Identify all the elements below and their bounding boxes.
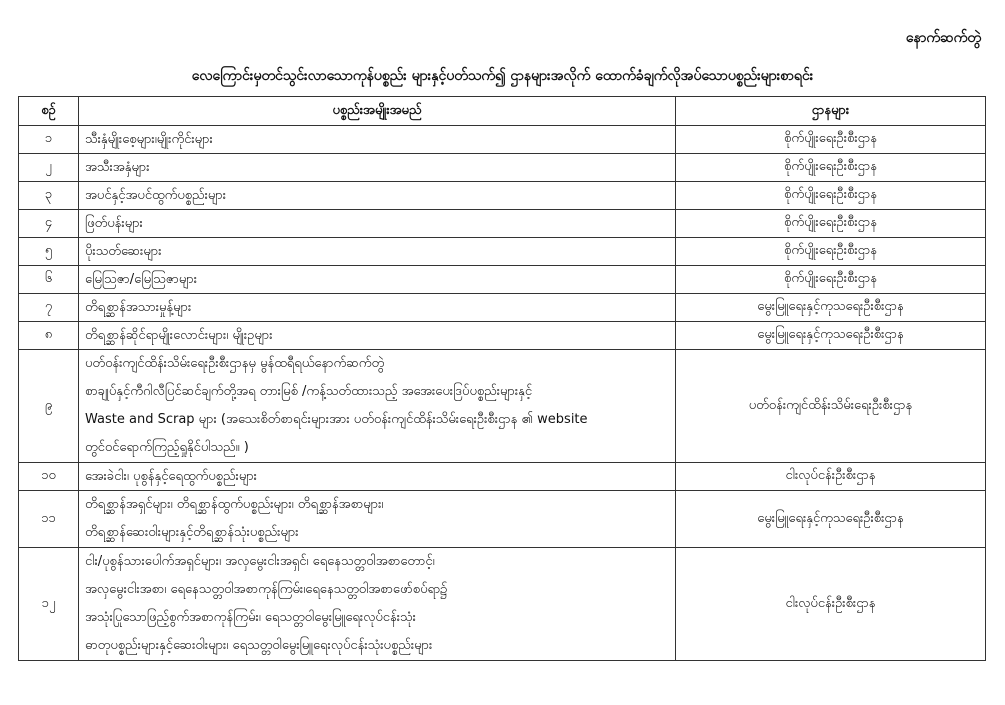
item-name: အေးခဲငါး၊ ပုစွန်နှင့်ရေထွက်ပစ္စည်းများ	[79, 463, 676, 491]
table-row	[19, 154, 986, 182]
annex-label: နောက်ဆက်တွဲ	[905, 30, 981, 46]
table-row	[19, 491, 986, 548]
department: စိုက်ပျိုးရေးဦးစီးဌာန	[676, 154, 986, 182]
department: ပတ်ဝန်းကျင်ထိန်းသိမ်းရေးဦးစီးဌာန	[676, 350, 986, 463]
item-name: ပတ်ဝန်းကျင်ထိန်းသိမ်းရေးဦးစီးဌာနမှ မွန်ထရီရယ်နောက်ဆက်တွဲ စာချုပ်နှင့်ကီဂါလီပြင်ဆင်ချက်တို့အရ တားမြစ် /ကန့်သတ်ထားသည့် အအေးပေးဒြပ်ပစ္စည်းများနှင့် Waste and Scrap များ (အသေးစိတ်စာရင်းများအား ပတ်ဝန်းကျင်ထိန်းသိမ်းရေးဦးစီးဌာန ၏ website တွင်ဝင်ရောက်ကြည့်ရှုနိုင်ပါသည်။ )	[79, 350, 676, 463]
table-row	[19, 266, 986, 294]
row-number: ၁၁	[19, 491, 79, 548]
item-name: တိရစ္ဆာန်ဆိုင်ရာမျိုးလောင်းများ၊ မျိုးဥများ	[79, 322, 676, 350]
table-row	[19, 210, 986, 238]
department: ငါးလုပ်ငန်းဦးစီးဌာန	[676, 548, 986, 661]
row-number: ၁၂	[19, 548, 79, 661]
row-number: ၉	[19, 350, 79, 463]
header-no: စဉ်	[19, 97, 79, 126]
table-header-row	[19, 97, 986, 126]
table-row	[19, 182, 986, 210]
row-number: ၁၀	[19, 463, 79, 491]
department: စိုက်ပျိုးရေးဦးစီးဌာန	[676, 210, 986, 238]
department: စိုက်ပျိုးရေးဦးစီးဌာန	[676, 126, 986, 154]
document-title: လေကြောင်းမှတင်သွင်းလာသောကုန်ပစ္စည်း များနှင့်ပတ်သက်၍ ဌာနများအလိုက် ထောက်ခံချက်လိုအပ်သောပစ္စည်းများစာရင်း	[191, 68, 814, 84]
table-row	[19, 322, 986, 350]
table-row	[19, 350, 986, 463]
row-number: ၈	[19, 322, 79, 350]
item-name: ပိုးသတ်ဆေးများ	[79, 238, 676, 266]
header-department: ဌာနများ	[676, 97, 986, 126]
row-number: ၇	[19, 294, 79, 322]
item-name: ငါး/ပုစွန်သားပေါက်အရှင်များ၊ အလှမွေးငါးအရှင်၊ ရေနေသတ္တဝါအစာတောင့်၊ အလှမွေးငါးအစာ၊ ရေနေသတ္တဝါအစာကုန်ကြမ်း၊ရေနေသတ္တဝါအစာဖော်စပ်ရာ၌ အသုံးပြုသောဖြည့်စွက်အစာကုန်ကြမ်း၊ ရေသတ္တဝါမွေးမြူရေးလုပ်ငန်းသုံး ဓာတုပစ္စည်းများနှင့်ဆေးဝါးများ၊ ရေသတ္တဝါမွေးမြူရေးလုပ်ငန်းသုံးပစ္စည်းများ	[79, 548, 676, 661]
table-row	[19, 548, 986, 661]
row-number: ၂	[19, 154, 79, 182]
item-name: အသီးအနှံများ	[79, 154, 676, 182]
item-name: ဖြတ်ပန်းများ	[79, 210, 676, 238]
department: စိုက်ပျိုးရေးဦးစီးဌာန	[676, 266, 986, 294]
department: စိုက်ပျိုးရေးဦးစီးဌာန	[676, 238, 986, 266]
table-row	[19, 238, 986, 266]
row-number: ၄	[19, 210, 79, 238]
header-item: ပစ္စည်းအမျိုးအမည်	[79, 97, 676, 126]
department: မွေးမြူရေးနှင့်ကုသရေးဦးစီးဌာန	[676, 491, 986, 548]
department: မွေးမြူရေးနှင့်ကုသရေးဦးစီးဌာန	[676, 294, 986, 322]
table-row	[19, 126, 986, 154]
item-name: မြေဩဇာ/မြေဩဇာများ	[79, 266, 676, 294]
row-number: ၁	[19, 126, 79, 154]
department: မွေးမြူရေးနှင့်ကုသရေးဦးစီးဌာန	[676, 322, 986, 350]
item-name: သီးနှံမျိုးစေ့များ၊မျိုးကိုင်းများ	[79, 126, 676, 154]
department: ငါးလုပ်ငန်းဦးစီးဌာန	[676, 463, 986, 491]
table-row	[19, 294, 986, 322]
table-row	[19, 463, 986, 491]
items-table	[18, 96, 986, 661]
row-number: ၅	[19, 238, 79, 266]
item-name: တိရစ္ဆာန်အသားမှုန့်များ	[79, 294, 676, 322]
row-number: ၆	[19, 266, 79, 294]
item-name: အပင်နှင့်အပင်ထွက်ပစ္စည်းများ	[79, 182, 676, 210]
item-name: တိရစ္ဆာန်အရှင်များ၊ တိရစ္ဆာန်ထွက်ပစ္စည်းများ၊ တိရစ္ဆာန်အစာများ၊ တိရစ္ဆာန်ဆေးဝါးများနှင့်တိရစ္ဆာန်သုံးပစ္စည်းများ	[79, 491, 676, 548]
department: စိုက်ပျိုးရေးဦးစီးဌာန	[676, 182, 986, 210]
row-number: ၃	[19, 182, 79, 210]
